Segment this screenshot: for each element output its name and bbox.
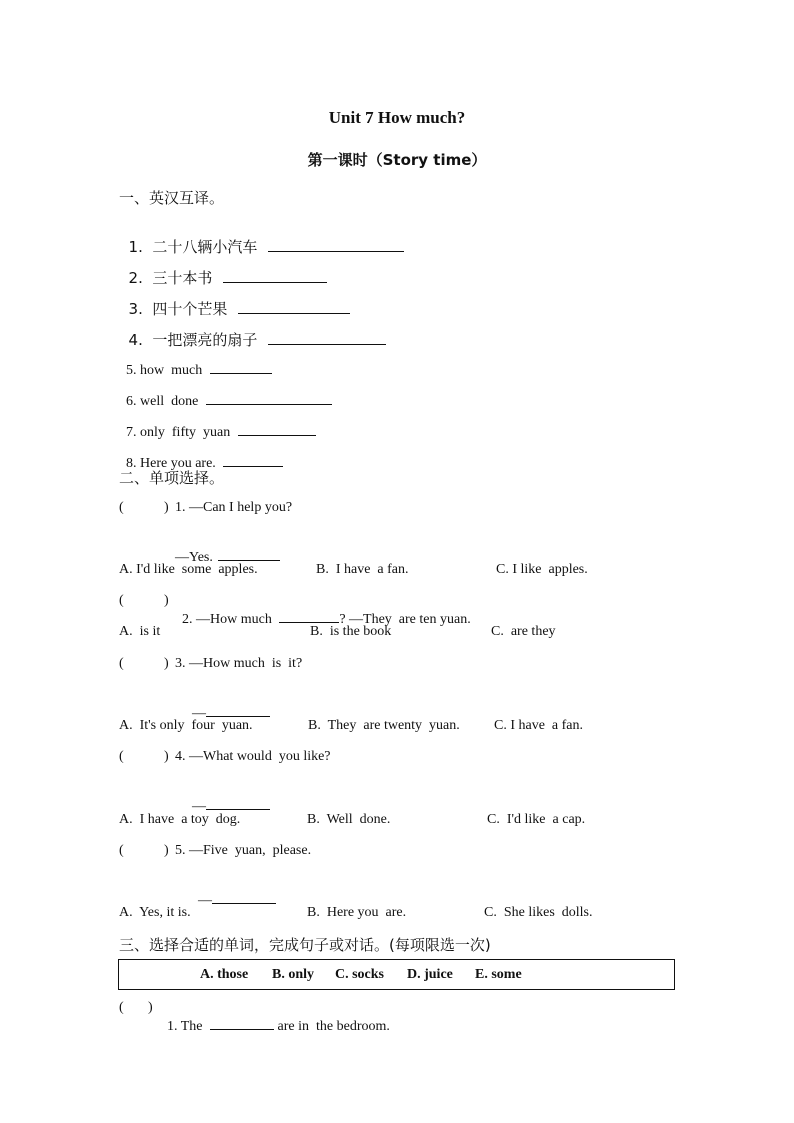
answer-blank[interactable] <box>206 391 332 405</box>
question-paren-close: ) <box>164 749 169 764</box>
option-c[interactable]: C. I have a fan. <box>494 718 584 733</box>
list-item: 7. only fifty yuan <box>119 406 316 441</box>
question-prompt: 4. —What would you like? <box>175 749 331 764</box>
option-b[interactable]: B. Well done. <box>307 812 391 827</box>
list-item: 8. Here you are. <box>119 437 283 472</box>
question-paren-close: ) <box>148 1000 153 1015</box>
answer-blank[interactable] <box>268 331 386 345</box>
option-c[interactable]: C. I'd like a cap. <box>487 812 586 827</box>
page-title: Unit 7 How much? <box>328 108 466 127</box>
word-option-d: D. juice <box>407 967 453 982</box>
answer-blank[interactable] <box>223 453 283 467</box>
question-paren-open: ( <box>119 593 124 608</box>
question-paren-open: ( <box>119 656 124 671</box>
answer-blank[interactable] <box>279 609 339 623</box>
option-c[interactable]: C. are they <box>491 624 556 639</box>
list-item: 6. well done <box>119 375 332 410</box>
question-paren-close: ) <box>164 843 169 858</box>
answer-blank[interactable] <box>210 360 272 374</box>
question-reply: — <box>185 687 270 722</box>
section3-heading: 三、选择合适的单词，完成句子或对话。(每项限选一次) <box>119 936 491 954</box>
option-a[interactable]: A. I have a toy dog. <box>119 812 241 827</box>
word-option-c: C. socks <box>335 967 385 982</box>
question-reply: — <box>191 874 276 909</box>
option-a[interactable]: A. It's only four yuan. <box>119 718 253 733</box>
list-item: 3. 四十个芒果 <box>119 280 350 319</box>
word-option-b: B. only <box>272 967 315 982</box>
answer-blank[interactable] <box>210 1016 274 1030</box>
option-a[interactable]: A. is it <box>119 624 161 639</box>
question-paren-open: ( <box>119 749 124 764</box>
option-b[interactable]: B. They are twenty yuan. <box>308 718 460 733</box>
question-prompt: 3. —How much is it? <box>175 656 303 671</box>
answer-blank[interactable] <box>238 422 316 436</box>
question-paren-open: ( <box>119 1000 124 1015</box>
word-option-e: E. some <box>475 967 522 982</box>
list-item: 5. how much <box>119 344 272 379</box>
question-paren-open: ( <box>119 843 124 858</box>
question-prompt: 1. —Can I help you? <box>175 500 293 515</box>
question-paren-open: ( <box>119 500 124 515</box>
question-reply: —Yes. <box>168 531 280 566</box>
section2-heading: 二、单项选择。 <box>119 469 225 487</box>
option-c[interactable]: C. I like apples. <box>496 562 588 577</box>
list-item: 2. 三十本书 <box>119 249 327 288</box>
question-prompt: 1. The are in the bedroom. <box>160 1000 390 1035</box>
option-a[interactable]: A. Yes, it is. <box>119 905 191 920</box>
option-a[interactable]: A. I'd like some apples. <box>119 562 258 577</box>
list-item: 4. 一把漂亮的扇子 <box>119 311 386 350</box>
answer-blank[interactable] <box>212 890 276 904</box>
question-paren-close: ) <box>164 500 169 515</box>
option-b[interactable]: B. I have a fan. <box>316 562 409 577</box>
question-prompt: 5. —Five yuan, please. <box>175 843 312 858</box>
question-reply: — <box>185 780 270 815</box>
word-bank <box>118 959 675 990</box>
page-subtitle: 第一课时（Story time） <box>307 151 487 169</box>
option-c[interactable]: C. She likes dolls. <box>484 905 593 920</box>
answer-blank[interactable] <box>206 703 270 717</box>
question-paren-close: ) <box>164 593 169 608</box>
answer-blank[interactable] <box>218 547 280 561</box>
question-prompt: 2. —How much ? —They are ten yuan. <box>175 593 471 628</box>
list-item: 1. 二十八辆小汽车 <box>119 218 404 257</box>
option-b[interactable]: B. is the book <box>310 624 392 639</box>
word-option-a: A. those <box>200 967 249 982</box>
question-paren-close: ) <box>164 656 169 671</box>
section1-heading: 一、英汉互译。 <box>119 189 225 207</box>
option-b[interactable]: B. Here you are. <box>307 905 407 920</box>
answer-blank[interactable] <box>206 796 270 810</box>
